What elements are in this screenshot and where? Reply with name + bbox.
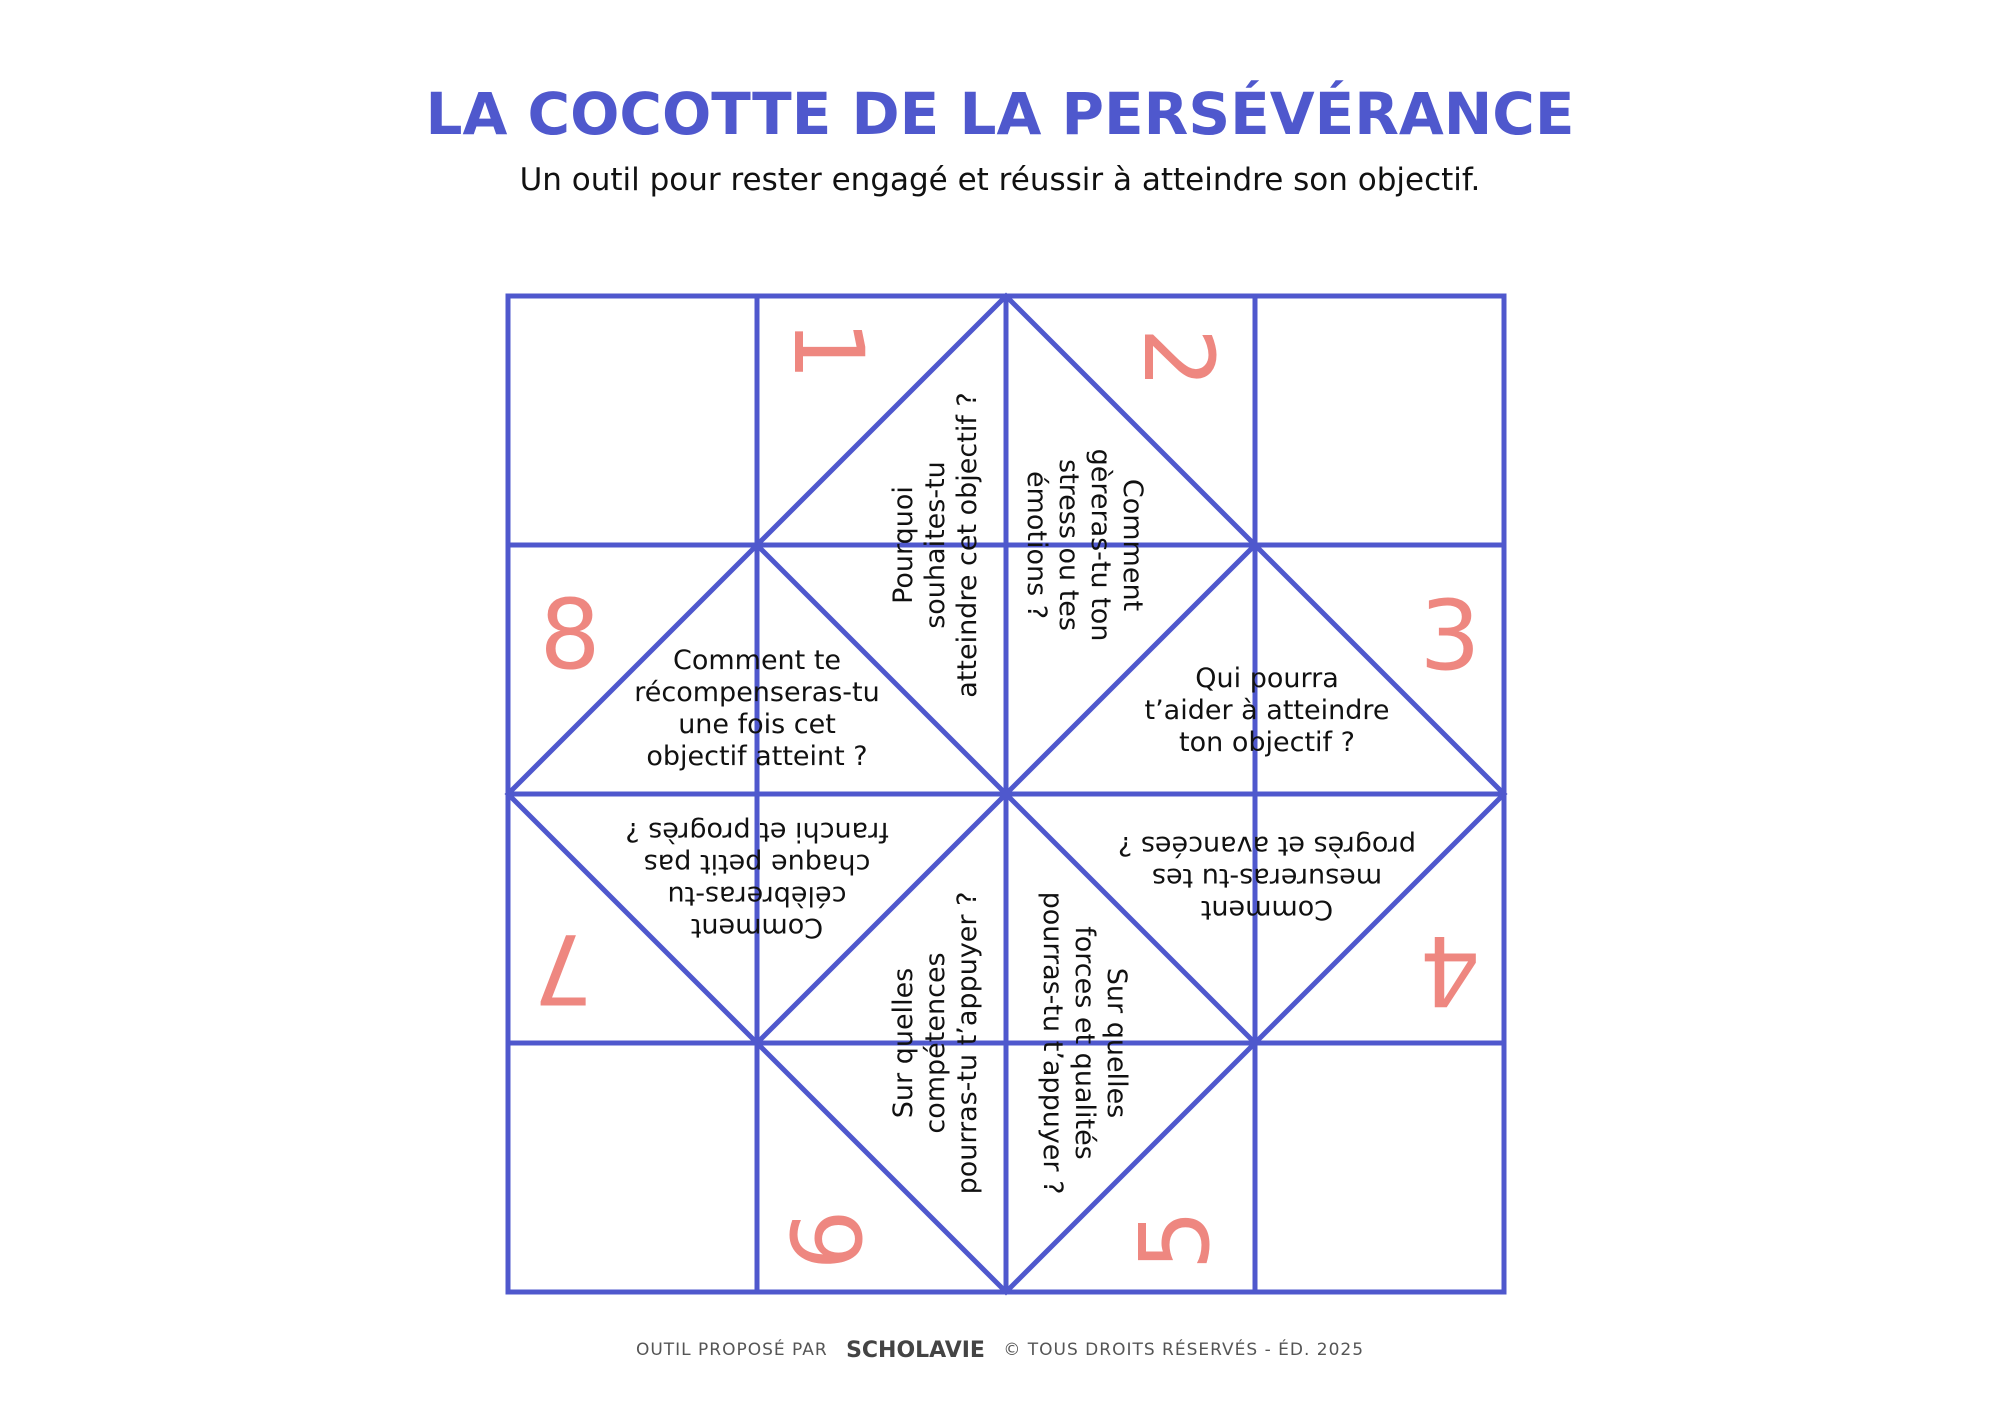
- question-q4: [1118, 830, 1416, 925]
- fold-lines: [508, 296, 1504, 1292]
- question-q8: [634, 645, 879, 772]
- question-line: émotions ?: [1021, 470, 1052, 620]
- question-line: ton objectif ?: [1179, 727, 1355, 758]
- question-line: célèbreras-tu: [667, 880, 847, 911]
- footer: [0, 1338, 2000, 1363]
- question-line: Sur quelles: [1101, 967, 1132, 1119]
- question-line: récompenseras-tu: [634, 677, 880, 708]
- footer-prefix: OUTIL PROPOSÉ PAR: [635, 1340, 828, 1360]
- question-line: gèreras-tu ton: [1085, 448, 1116, 642]
- panel-number-2: 2: [1122, 327, 1234, 389]
- page-subtitle: Un outil pour rester engagé et réussir à atteindre son objectif.: [519, 162, 1481, 198]
- question-q5: [1037, 892, 1132, 1195]
- question-q3: [1145, 663, 1390, 758]
- question-line: compétences: [920, 952, 951, 1134]
- question-q2: [1021, 449, 1148, 642]
- question-line: t’aider à atteindre: [1144, 695, 1390, 726]
- question-line: objectif atteint ?: [646, 741, 868, 772]
- question-line: atteindre cet objectif ?: [952, 392, 983, 698]
- panel-number-6: 6: [772, 1209, 884, 1271]
- panel-number-7: 7: [532, 912, 594, 1024]
- question-line: souhaites-tu: [920, 461, 951, 629]
- question-line: une fois cet: [678, 709, 836, 740]
- question-line: progrès et avancées ?: [1117, 830, 1417, 861]
- question-line: chaque petit pas: [643, 848, 871, 879]
- question-line: pourras-tu t’appuyer ?: [952, 891, 983, 1195]
- panel-number-4: 4: [1419, 914, 1481, 1026]
- question-q1: [888, 392, 983, 698]
- question-line: Qui pourra: [1195, 663, 1339, 694]
- question-line: forces et qualités: [1069, 926, 1100, 1160]
- question-q7: [625, 816, 889, 943]
- page-title: LA COCOTTE DE LA PERSÉVÉRANCE: [425, 80, 1575, 148]
- question-line: stress ou tes: [1053, 459, 1084, 631]
- question-line: Pourquoi: [888, 486, 919, 604]
- question-line: Sur quelles: [888, 967, 919, 1119]
- panel-number-1: 1: [772, 319, 884, 381]
- question-line: Comment: [1117, 478, 1148, 612]
- question-line: pourras-tu t’appuyer ?: [1037, 891, 1068, 1195]
- question-line: Comment: [1200, 894, 1334, 925]
- question-line: Comment: [690, 912, 824, 943]
- panel-number-5: 5: [1119, 1209, 1231, 1271]
- panel-number-8: 8: [539, 579, 601, 691]
- question-line: Comment te: [672, 645, 842, 676]
- brand-logo: SCHOLAVIE: [846, 1338, 985, 1363]
- panel-number-3: 3: [1419, 580, 1481, 692]
- question-line: mesureras-tu tes: [1151, 862, 1383, 893]
- question-line: franchi et progrès ?: [625, 816, 889, 847]
- question-q6: [888, 892, 983, 1195]
- footer-copyright: © TOUS DROITS RÉSERVÉS - ÉD. 2025: [1003, 1340, 1365, 1360]
